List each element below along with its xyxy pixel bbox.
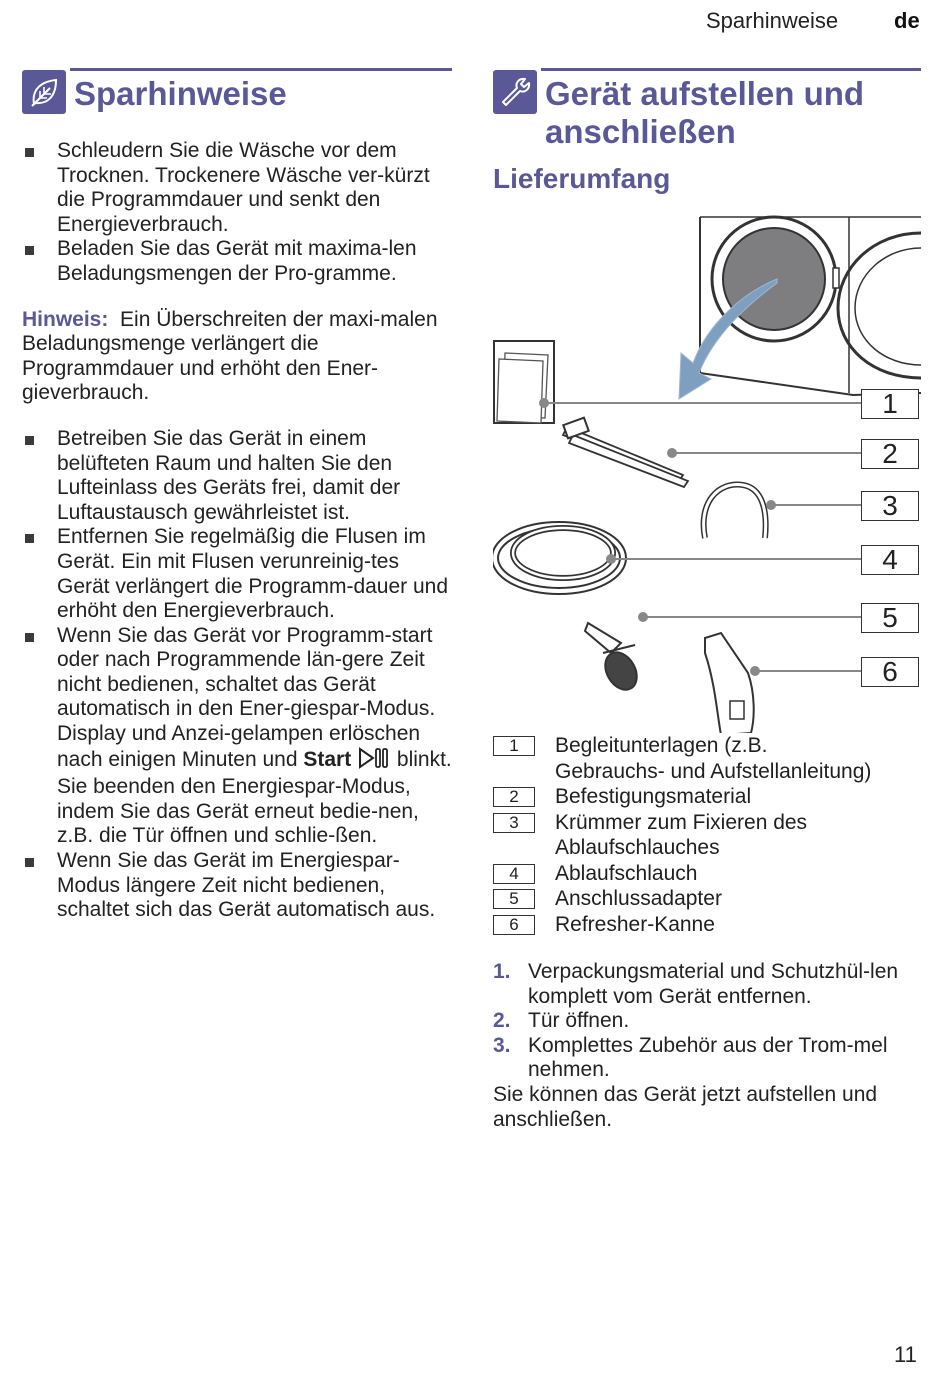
note-paragraph xyxy=(22,308,452,406)
legend-row: 1 Begleitunterlagen (z.B. Gebrauchs- und Aufstellanleitung) xyxy=(493,733,921,784)
bullet-list-2 xyxy=(22,427,452,923)
running-header xyxy=(0,8,950,38)
header-section-title: Sparhinweise xyxy=(706,8,839,33)
closing-text: Sie können das Gerät jetzt aufstellen und anschließen. xyxy=(493,1082,878,1131)
bullet-list-1 xyxy=(22,139,452,287)
hose-bend-illustration xyxy=(704,485,766,538)
section-title: Sparhinweise xyxy=(74,75,287,112)
legend-row: 3 Krümmer zum Fixieren des Ablaufschlauches xyxy=(493,810,921,861)
left-column xyxy=(22,68,452,923)
section-title: Gerät aufstellen und anschließen xyxy=(545,75,865,150)
documents-illustration xyxy=(494,341,554,423)
wrench-icon xyxy=(493,70,537,114)
list-item: Schleudern Sie die Wäsche vor dem Trocknen. Trockenere Wäsche ver-kürzt die Programmdauer und senkt den Energieverbrauch. xyxy=(22,139,452,237)
subsection-title: Lieferumfang xyxy=(493,163,671,194)
figure-legend xyxy=(493,733,921,937)
steps-list xyxy=(493,960,921,1132)
list-item: Beladen Sie das Gerät mit maxima-len Beladungsmengen der Pro-gramme. xyxy=(22,237,452,286)
page-number: 11 xyxy=(894,1342,917,1367)
section-heading-sparhinweise xyxy=(22,68,452,113)
figure-number-6: 6 xyxy=(861,657,919,687)
list-item: Betreiben Sie das Gerät in einem belüfteten Raum und halten Sie den Lufteinlass des Geräts frei, damit der Luftaustausch gewährleistet ist. xyxy=(22,427,452,525)
right-column xyxy=(493,68,921,1132)
list-item: Entfernen Sie regelmäßig die Flusen im Gerät. Ein mit Flusen verunreinig-tes Gerät verlängert die Programm-dauer und erhöht den Energieverbrauch. xyxy=(22,525,452,623)
refresher-can-illustration xyxy=(705,633,754,733)
leaf-icon xyxy=(22,70,66,114)
note-label: Hinweis: xyxy=(22,307,109,331)
list-item: 1. Verpackungsmaterial und Schutzhül-len komplett vom Gerät entfernen. xyxy=(493,960,899,1008)
drain-hose-illustration xyxy=(495,525,623,591)
list-item: Wenn Sie das Gerät vor Programm-start oder nach Programmende län-gere Zeit nicht bedienen, schaltet das Gerät automatisch in den Ener-giespar-Modus. Display und Anzei-gelampen erlöschen nach einigen Minuten und Start blinkt. Sie beenden den Energiespar-Modus, indem Sie das Gerät erneut bedie-nen, z.B. die Tür öffnen und schlie-ßen. xyxy=(22,624,452,849)
section-heading-aufstellen xyxy=(493,68,921,151)
start-pause-icon xyxy=(357,747,391,776)
figure-number-1: 1 xyxy=(861,389,919,419)
figure-number-2: 2 xyxy=(861,439,919,469)
list-item: 3. Komplettes Zubehör aus der Trom-mel nehmen. xyxy=(493,1033,888,1082)
legend-row: 2 Befestigungsmaterial xyxy=(493,784,921,810)
legend-row: 4 Ablaufschlauch xyxy=(493,861,921,887)
accessories-illustration xyxy=(493,213,921,733)
list-item: Wenn Sie das Gerät im Energiespar-Modus längere Zeit nicht bedienen, schaltet sich das Gerät automatisch aus. xyxy=(22,849,452,923)
connection-adapter-illustration xyxy=(585,623,643,695)
list-item: 2. Tür öffnen. xyxy=(493,1009,630,1033)
header-language: de xyxy=(894,8,920,33)
legend-row: 6 Refresher-Kanne xyxy=(493,912,921,938)
figure-number-3: 3 xyxy=(861,491,919,521)
figure-number-5: 5 xyxy=(861,603,919,633)
legend-row: 5 Anschlussadapter xyxy=(493,886,921,912)
note-text: Ein Überschreiten der maxi-malen Beladungsmenge verlängert die Programmdauer und erhöht den Ener-gieverbrauch. xyxy=(22,307,438,405)
start-label: Start xyxy=(303,747,352,771)
delivery-contents-figure xyxy=(493,213,921,733)
figure-number-4: 4 xyxy=(861,545,919,575)
